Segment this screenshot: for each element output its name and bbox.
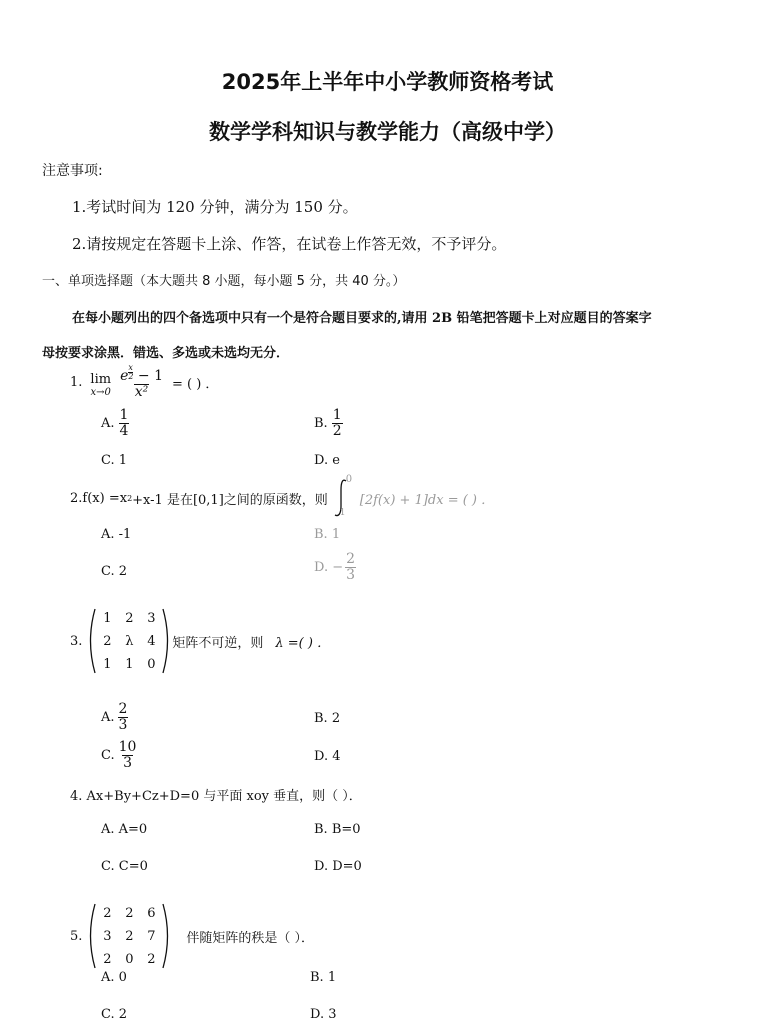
section-intro-line2: 母按要求涂黑．错选、多选或未选均无分． — [42, 346, 290, 361]
option-label: B. — [314, 416, 328, 431]
option-d[interactable] — [314, 552, 356, 583]
question-number: 3. — [70, 633, 83, 649]
section-heading: 一、单项选择题（本大题共 8 小题，每小题 5 分，共 40 分。） — [42, 274, 406, 289]
notice-item-1: 1.考试时间为 120 分钟，满分为 150 分。 — [72, 198, 358, 216]
frac-num: 2 — [118, 701, 128, 717]
integrand: [2f(x) + 1]dx = ( ) ． — [359, 492, 495, 508]
int-lower: 1 — [339, 508, 346, 518]
right-paren-icon — [162, 903, 170, 969]
option-c[interactable]: C. 2 — [101, 564, 128, 579]
question-5 — [70, 903, 314, 969]
left-paren-icon — [88, 903, 96, 969]
frac-num: 1 — [119, 407, 129, 423]
matrix-cell: 6 — [147, 905, 156, 921]
notice-item-2: 2.请按规定在答题卡上涂、作答，在试卷上作答无效，不予评分。 — [72, 235, 507, 253]
matrix — [88, 903, 170, 969]
matrix-cell: 2 — [103, 633, 112, 649]
stem: Ax+By+Cz+D=0 与平面 xoy 垂直，则（ ）． — [86, 789, 362, 804]
option-b[interactable]: B. 1 — [314, 527, 341, 542]
option-b[interactable]: B. 2 — [314, 711, 341, 726]
option-d[interactable]: D. 4 — [314, 749, 341, 764]
option-label: D. − — [314, 560, 344, 575]
frac-den: 3 — [123, 755, 132, 771]
question-4 — [70, 785, 362, 804]
denominator: x² — [134, 384, 149, 400]
option-a[interactable] — [101, 702, 128, 733]
option-d[interactable]: D. 3 — [310, 1007, 337, 1022]
matrix-cell: 2 — [125, 928, 134, 944]
left-paren-icon — [88, 608, 96, 674]
frac-den: 2 — [332, 423, 342, 439]
question-number: 2. — [70, 490, 83, 506]
stem-part2: +x-1 是在[0,1]之间的原函数，则 — [132, 492, 328, 508]
frac-den: 4 — [119, 423, 129, 439]
exp-num: x — [128, 363, 133, 372]
integral-sign — [332, 474, 353, 518]
option-a[interactable]: A. A=0 — [101, 822, 148, 837]
option-label: C. — [101, 748, 115, 763]
option-c[interactable]: C. 2 — [101, 1007, 128, 1022]
option-d[interactable]: D. e — [314, 453, 340, 468]
exam-subtitle: 数学学科知识与教学能力（高级中学） — [209, 120, 566, 144]
question-number: 5. — [70, 928, 83, 944]
right-paren-icon — [162, 608, 170, 674]
matrix-cell: 1 — [103, 610, 112, 626]
stem: 矩阵不可逆，则 — [172, 635, 264, 651]
superscript: 2 — [127, 493, 133, 503]
stem: 伴随矩阵的秩是（ ）． — [186, 930, 315, 946]
option-c[interactable]: C. 1 — [101, 453, 128, 468]
matrix-cell: 2 — [125, 905, 134, 921]
option-d[interactable]: D. D=0 — [314, 859, 362, 874]
frac-den: 3 — [118, 717, 128, 733]
numerator-tail: − 1 — [133, 368, 163, 384]
question-3 — [70, 608, 330, 674]
matrix-cell: 3 — [147, 610, 156, 626]
option-c[interactable] — [101, 740, 137, 771]
matrix-cell: 2 — [147, 951, 156, 967]
question-number: 1. — [70, 374, 83, 390]
frac-num: 1 — [332, 407, 342, 423]
option-b[interactable]: B. B=0 — [314, 822, 361, 837]
notice-heading: 注意事项: — [42, 163, 103, 179]
matrix-cell: 2 — [125, 610, 134, 626]
matrix-cell: 0 — [147, 656, 156, 672]
matrix-cell: 2 — [103, 905, 112, 921]
matrix-cell: 3 — [103, 928, 112, 944]
option-label: A. — [101, 710, 115, 725]
question-1 — [70, 364, 218, 400]
limit-operator — [90, 373, 111, 399]
option-a[interactable] — [101, 408, 129, 439]
question-number: 4. — [70, 789, 83, 804]
question-tail: λ =( ) ． — [275, 635, 331, 651]
matrix-cell: 0 — [125, 951, 134, 967]
matrix-cell: 1 — [125, 656, 134, 672]
option-a[interactable]: A. -1 — [101, 527, 132, 542]
question-2 — [70, 474, 495, 518]
frac-num: 10 — [118, 739, 137, 755]
option-label: A. — [101, 416, 115, 431]
int-upper: 0 — [345, 474, 353, 485]
exp-base: e — [120, 368, 129, 384]
lim-subscript: x→0 — [90, 387, 111, 398]
exam-title: 2025年上半年中小学教师资格考试 — [221, 70, 554, 94]
matrix-cell: 4 — [147, 633, 156, 649]
matrix — [88, 608, 170, 674]
option-c[interactable]: C. C=0 — [101, 859, 148, 874]
lim-text: lim — [90, 372, 112, 387]
option-a[interactable]: A. 0 — [101, 970, 127, 985]
matrix-cell: 7 — [147, 928, 156, 944]
question-tail: = ( ) ． — [172, 376, 219, 392]
option-b[interactable] — [314, 408, 343, 439]
stem-part1: f(x) =x — [82, 490, 128, 506]
frac-den: 3 — [346, 567, 356, 583]
matrix-cell: 2 — [103, 951, 112, 967]
section-intro-line1: 在每小题列出的四个备选项中只有一个是符合题目要求的,请用 2B 铅笔把答题卡上对应题目的答案字 — [72, 311, 652, 326]
frac-num: 2 — [346, 551, 356, 567]
option-b[interactable]: B. 1 — [310, 970, 337, 985]
matrix-cell: λ — [125, 633, 134, 649]
exp-den: 2 — [128, 372, 134, 381]
matrix-cell: 1 — [103, 656, 112, 672]
limit-fraction — [119, 364, 164, 400]
